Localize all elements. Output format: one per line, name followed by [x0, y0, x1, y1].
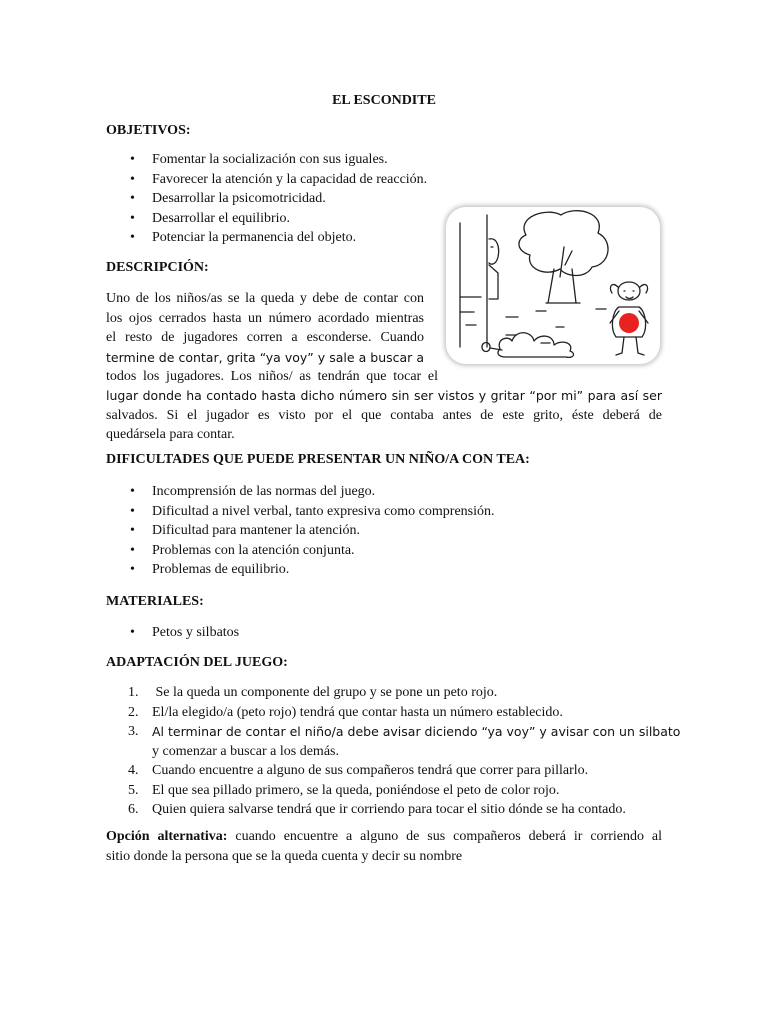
materiales-list — [130, 623, 240, 643]
descripcion-line: quedársela para contar. — [106, 427, 235, 442]
descripcion-line: los ojos cerrados hasta un número acordado mientras — [106, 310, 424, 326]
document-title: EL ESCONDITE — [332, 93, 436, 108]
list-item: • Petos y silbatos — [130, 625, 240, 640]
list-item: • Incomprensión de las normas del juego. — [130, 484, 376, 499]
objetivos-list — [130, 150, 428, 248]
list-item: • Dificultad para mantener la atención. — [130, 523, 360, 538]
illustration-drawing — [446, 207, 660, 364]
descripcion-paragraph-cont — [106, 367, 438, 387]
descripcion-line: Uno de los niños/as se la queda y debe de contar con — [106, 291, 424, 306]
list-item: • Problemas con la atención conjunta. — [130, 542, 355, 558]
descripcion-line: termine de contar, grita “ya voy” y sale a buscar a — [106, 349, 424, 365]
alternativa-line: sitio donde la persona que se la queda cuenta y decir su nombre — [106, 848, 463, 864]
list-item: 5. El que sea pillado primero, se la queda, poniéndose el peto de color rojo. — [128, 782, 560, 798]
list-item: • Fomentar la socialización con sus iguales. — [130, 152, 388, 167]
dificultades-list — [130, 482, 495, 580]
hide-and-seek-illustration — [446, 207, 660, 364]
list-item: • Potenciar la permanencia del objeto. — [130, 230, 357, 245]
materiales-heading: MATERIALES: — [106, 594, 204, 609]
list-item: • Desarrollar el equilibrio. — [130, 210, 291, 226]
alternativa-line: Opción alternativa: cuando encuentre a alguno de sus compañeros deberá ir corriendo al — [106, 829, 662, 844]
list-item: • Favorecer la atención y la capacidad de reacción. — [130, 171, 428, 187]
list-item: 1. Se la queda un componente del grupo y se pone un peto rojo. — [128, 685, 498, 700]
list-item: 6. Quien quiera salvarse tendrá que ir corriendo para tocar el sitio dónde se ha contado. — [128, 802, 626, 817]
descripcion-line: salvados. Si el jugador es visto por el que contaba antes de este grito, éste deberá de — [106, 407, 662, 423]
list-item: 4. Cuando encuentre a alguno de sus compañeros tendrá que correr para pillarlo. — [128, 763, 589, 778]
adaptacion-heading: ADAPTACIÓN DEL JUEGO: — [106, 655, 288, 670]
list-item: • Desarrollar la psicomotricidad. — [130, 191, 326, 206]
list-item: 3. Al terminar de contar el niño/a debe avisar diciendo “ya voy” y avisar con un silbato y comenzar a buscar a los demás. — [128, 724, 681, 759]
red-peto — [619, 313, 639, 333]
list-item: • Dificultad a nivel verbal, tanto expresiva como comprensión. — [130, 503, 495, 519]
descripcion-paragraph-wide — [106, 386, 662, 445]
descripcion-paragraph — [106, 289, 424, 367]
descripcion-line: todos los jugadores. Los niños/ as tendrán que tocar el — [106, 369, 438, 384]
objetivos-heading: OBJETIVOS: — [106, 123, 191, 138]
alternativa-label: Opción alternativa: — [106, 829, 228, 844]
list-item: 2. El/la elegido/a (peto rojo) tendrá que contar hasta un número establecido. — [128, 704, 563, 720]
list-item: • Problemas de equilibrio. — [130, 562, 290, 577]
adaptacion-list — [128, 683, 681, 820]
descripcion-heading: DESCRIPCIÓN: — [106, 260, 209, 275]
dificultades-heading: DIFICULTADES QUE PUEDE PRESENTAR UN NIÑO/A CON TEA: — [106, 452, 530, 467]
descripcion-line: el resto de jugadores corren a esconderse. Cuando — [106, 330, 424, 345]
descripcion-line: lugar donde ha contado hasta dicho número sin ser vistos y gritar “por mi” para así ser — [106, 388, 662, 403]
alternativa-paragraph — [106, 827, 662, 866]
